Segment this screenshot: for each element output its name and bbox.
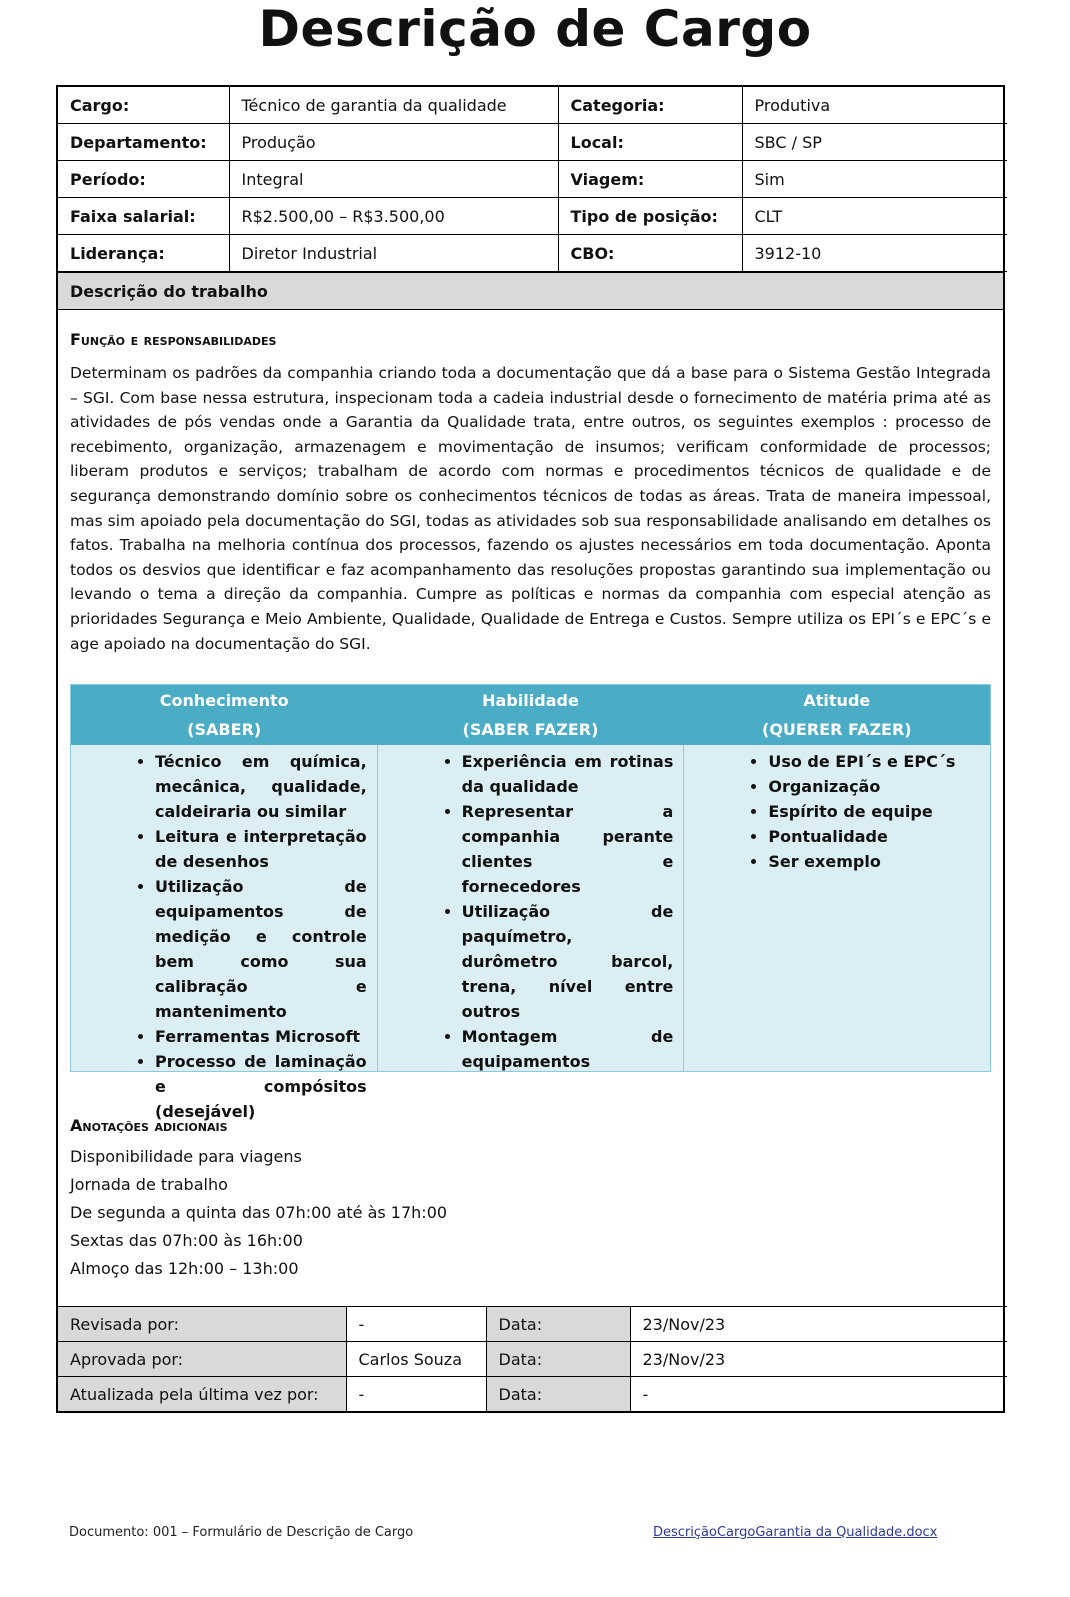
- date-label: Data:: [486, 1307, 630, 1342]
- date-label: Data:: [486, 1377, 630, 1412]
- field-value: SBC / SP: [742, 124, 1007, 161]
- content-area: [58, 330, 1003, 1283]
- attitude-column: [684, 745, 990, 1071]
- list-item: • Experiência em rotinas da qualidade: [462, 749, 674, 799]
- skills-header-ability: [377, 685, 683, 745]
- column-title: Atitude: [803, 691, 871, 711]
- list-item: • Espírito de equipe: [768, 799, 980, 824]
- notes-heading: Anotações adicionais: [70, 1116, 228, 1136]
- approval-label: Revisada por:: [58, 1307, 346, 1342]
- approval-row: [58, 1377, 1007, 1412]
- field-value: Diretor Industrial: [229, 235, 558, 272]
- header-table: [58, 87, 1007, 272]
- column-subtitle: (QUERER FAZER): [762, 720, 912, 740]
- list-item: • Utilização de equipamentos de medição e controle bem como sua calibração e mantenimento: [155, 874, 367, 1024]
- ability-list: [378, 749, 674, 1074]
- approval-table-wrap: [58, 1306, 1003, 1411]
- approval-value: -: [346, 1377, 486, 1412]
- approval-label: Atualizada pela última vez por:: [58, 1377, 346, 1412]
- approval-value: Carlos Souza: [346, 1342, 486, 1377]
- document-footer: Documento: 001 – Formulário de Descrição de Cargo: [69, 1525, 414, 1540]
- date-value: 23/Nov/23: [630, 1307, 1007, 1342]
- list-item: • Representar a companhia perante clientes e fornecedores: [462, 799, 674, 899]
- skills-table: [70, 684, 991, 1122]
- field-label: Período:: [58, 161, 229, 198]
- job-description-form: [56, 85, 1005, 1413]
- knowledge-list: [71, 749, 367, 1124]
- list-item: • Montagem de equipamentos: [462, 1024, 674, 1074]
- approval-value: -: [346, 1307, 486, 1342]
- field-value: Técnico de garantia da qualidade: [229, 87, 558, 124]
- field-value: CLT: [742, 198, 1007, 235]
- field-value: Integral: [229, 161, 558, 198]
- list-item: • Utilização de paquímetro, durômetro barcol, trena, nível entre outros: [462, 899, 674, 1024]
- field-value: 3912-10: [742, 235, 1007, 272]
- approval-table: [58, 1306, 1007, 1411]
- column-title: Conhecimento: [159, 691, 289, 711]
- header-row: [58, 161, 1007, 198]
- header-row: [58, 235, 1007, 272]
- page-title: Descrição de Cargo: [258, 0, 812, 58]
- attitude-list: [684, 749, 980, 874]
- list-item: • Leitura e interpretação de desenhos: [155, 824, 367, 874]
- header-row: [58, 124, 1007, 161]
- ability-column: [378, 745, 685, 1071]
- approval-row: [58, 1307, 1007, 1342]
- field-label: Faixa salarial:: [58, 198, 229, 235]
- document-filename-link[interactable]: DescriçãoCargoGarantia da Qualidade.docx: [653, 1525, 938, 1540]
- field-value: R$2.500,00 – R$3.500,00: [229, 198, 558, 235]
- section-title: Descrição do trabalho: [58, 272, 1003, 310]
- field-label: Cargo:: [58, 87, 229, 124]
- header-row: [58, 87, 1007, 124]
- approval-row: [58, 1342, 1007, 1377]
- field-label: Categoria:: [558, 87, 742, 124]
- field-label: Liderança:: [58, 235, 229, 272]
- field-label: Local:: [558, 124, 742, 161]
- notes-list: [70, 1143, 991, 1283]
- function-text: Determinam os padrões da companhia criando toda a documentação que dá a base para o Sistema Gestão Integrada – SGI. Com base nessa estrutura, inspecionam toda a cadeia industrial desde o fornecimento de matéria prima até as atividades de pós vendas onde a Garantia da Qualidade trata, entre outros, os seguintes exemplos : processo de recebimento, organização, armazenagem e movimentação de insumos; verificam conformidade de processos; liberam produtos e serviços; trabalham de acordo com normas e procedimentos técnicos de qualidade e de segurança demonstrando domínio sobre os conhecimentos técnicos de todas as áreas. Trata de maneira impessoal, mas sim apoiado pela documentação do SGI, todas as atividades sob sua responsabilidade analisando em detalhes os fatos. Trabalha na melhoria contínua dos processos, fazendo os ajustes necessários em toda documentação. Aponta todos os desvios que identificar e faz acompanhamento das resoluções propostas garantindo sua implementação ou levando o tema a direção da companhia. Cumpre as políticas e normas da companhia com especial atenção as prioridades Segurança e Meio Ambiente, Qualidade, Qualidade de Entrega e Custos. Sempre utiliza os EPI´s e EPC´s e age apoiado na documentação do SGI.: [70, 364, 991, 653]
- function-heading: Função e responsabilidades: [70, 330, 277, 349]
- note-line: Almoço das 12h:00 – 13h:00: [70, 1259, 299, 1279]
- skills-header-attitude: [684, 685, 990, 745]
- note-line: De segunda a quinta das 07h:00 até às 17h:00: [70, 1203, 448, 1223]
- list-item: • Uso de EPI´s e EPC´s: [768, 749, 980, 774]
- field-label: Viagem:: [558, 161, 742, 198]
- note-line: Jornada de trabalho: [70, 1175, 228, 1195]
- approval-label: Aprovada por:: [58, 1342, 346, 1377]
- field-label: Departamento:: [58, 124, 229, 161]
- list-item: • Pontualidade: [768, 824, 980, 849]
- column-subtitle: (SABER): [187, 720, 262, 740]
- list-item: • Organização: [768, 774, 980, 799]
- note-line: Disponibilidade para viagens: [70, 1147, 302, 1167]
- field-value: Produção: [229, 124, 558, 161]
- header-row: [58, 198, 1007, 235]
- column-subtitle: (SABER FAZER): [462, 720, 599, 740]
- date-value: -: [630, 1377, 1007, 1412]
- field-label: CBO:: [558, 235, 742, 272]
- field-value: Produtiva: [742, 87, 1007, 124]
- column-title: Habilidade: [482, 691, 579, 711]
- list-item: • Processo de laminação e compósitos (desejável): [155, 1049, 367, 1124]
- date-value: 23/Nov/23: [630, 1342, 1007, 1377]
- list-item: • Ferramentas Microsoft: [155, 1024, 367, 1049]
- field-label: Tipo de posição:: [558, 198, 742, 235]
- skills-header-knowledge: [71, 685, 377, 745]
- list-item: • Técnico em química, mecânica, qualidade, caldeiraria ou similar: [155, 749, 367, 824]
- knowledge-column: [71, 745, 378, 1122]
- skills-header: [71, 685, 990, 745]
- field-value: Sim: [742, 161, 1007, 198]
- skills-body: [71, 745, 990, 1122]
- note-line: Sextas das 07h:00 às 16h:00: [70, 1231, 303, 1251]
- date-label: Data:: [486, 1342, 630, 1377]
- list-item: • Ser exemplo: [768, 849, 980, 874]
